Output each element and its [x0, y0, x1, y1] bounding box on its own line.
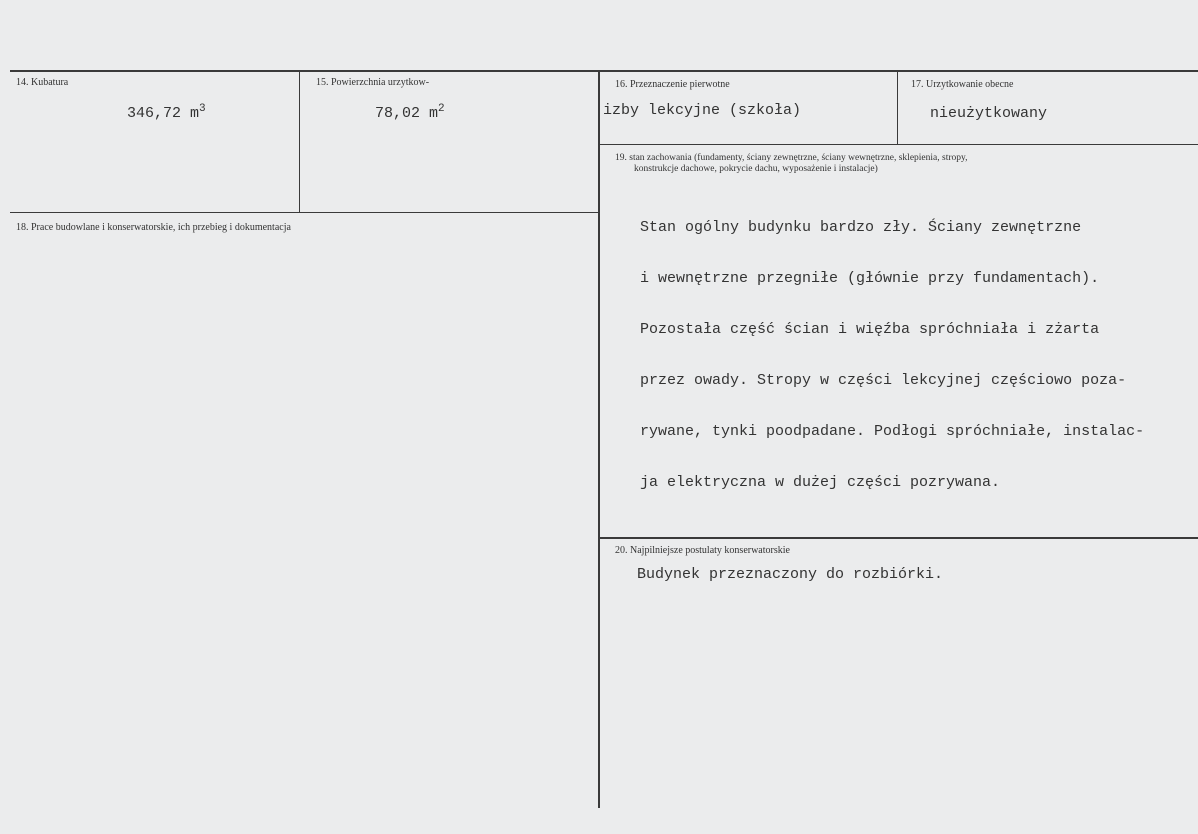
divider-left-right: [598, 72, 600, 808]
divider-14-15: [299, 72, 300, 212]
divider-16-17: [897, 72, 898, 144]
field-19-text: [640, 185, 1144, 525]
top-border: [10, 70, 1198, 72]
field-15-value: [375, 101, 445, 122]
field-19-line: Pozostała część ścian i więźba spróchniała i zżarta: [640, 321, 1100, 338]
field-19-line: Stan ogólny budynku bardzo zły. Ściany zewnętrzne: [640, 219, 1082, 236]
field-19-line: przez owady. Stropy w części lekcyjnej częściowo poza-: [640, 372, 1127, 389]
field-16-value: izby lekcyjne (szkoła): [603, 102, 802, 119]
field-14-number: 346,72 m: [127, 105, 200, 122]
field-18-label: 18. Prace budowlane i konserwatorskie, ich przebieg i dokumentacja: [16, 222, 291, 233]
field-15-label: 15. Powierzchnia urzytkow-: [316, 77, 430, 88]
divider-19-20: [600, 537, 1198, 539]
field-19-label-line-2: konstrukcje dachowe, pokrycie dachu, wyposażenie i instalacje): [634, 164, 878, 174]
divider-top-row-right: [600, 144, 1198, 145]
field-14-label: 14. Kubatura: [16, 77, 69, 88]
field-15-unit-superscript: 2: [438, 103, 445, 115]
field-15-number: 78,02 m: [375, 105, 439, 122]
field-14-unit-superscript: 3: [199, 103, 206, 115]
field-19-line: rywane, tynki poodpadane. Podłogi spróchniałe, instalac-: [640, 423, 1145, 440]
field-19-line: ja elektryczna w dużej części pozrywana.: [640, 474, 1001, 491]
field-19-label-line-1: 19. stan zachowania (fundamenty, ściany zewnętrzne, ściany wewnętrzne, sklepienia, stropy,: [615, 153, 968, 163]
field-17-value: nieużytkowany: [930, 105, 1048, 122]
field-19-line: i wewnętrzne przegniłe (głównie przy fundamentach).: [640, 270, 1100, 287]
field-17-label: 17. Urzytkowanie obecne: [911, 79, 1014, 90]
field-16-label: 16. Przeznaczenie pierwotne: [615, 79, 730, 90]
field-14-value: [127, 101, 206, 122]
divider-top-row-left: [10, 212, 600, 213]
field-20-label: 20. Najpilniejsze postulaty konserwatorskie: [615, 545, 790, 556]
field-20-value: Budynek przeznaczony do rozbiórki.: [637, 566, 944, 583]
